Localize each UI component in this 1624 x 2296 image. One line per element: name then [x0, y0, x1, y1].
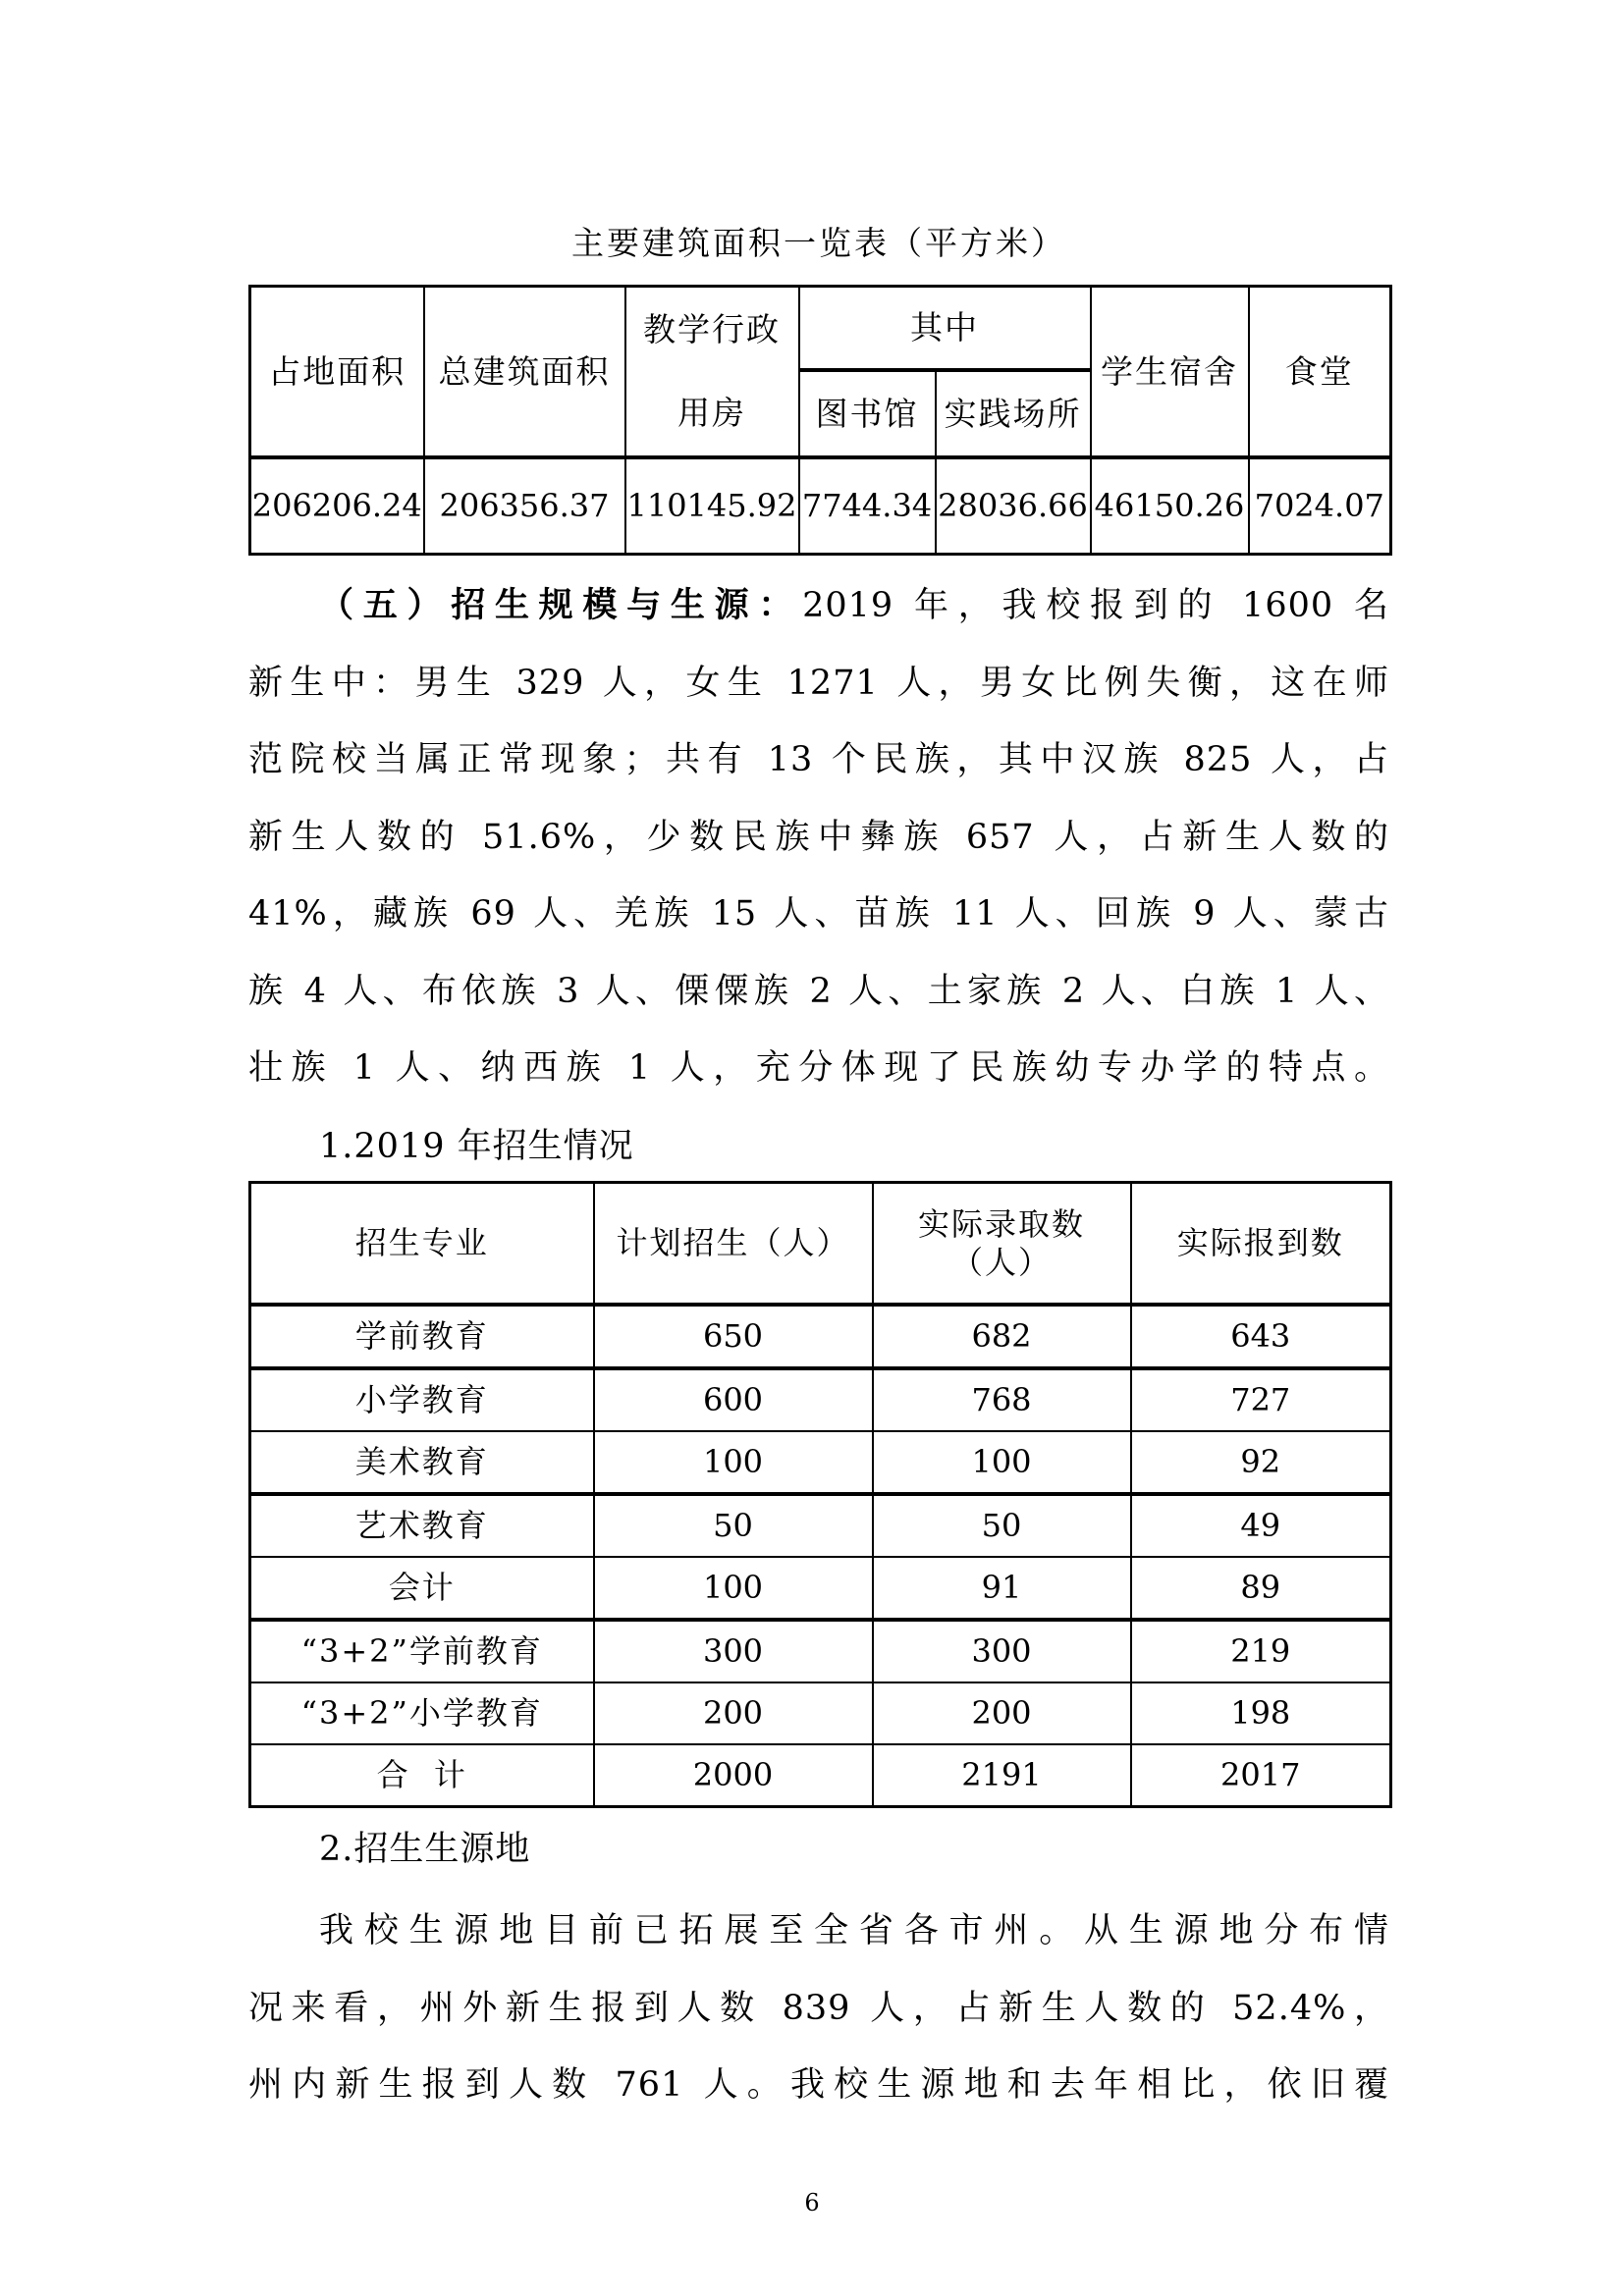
header-of-which: 其中	[799, 287, 1091, 371]
header-dormitory: 学生宿舍	[1091, 287, 1249, 458]
para-line: 我校生源地目前已拓展至全省各市州。从生源地分布情	[319, 1911, 1389, 1950]
header-planned: 计划招生（人）	[594, 1183, 873, 1306]
value-teaching-admin: 110145.92	[625, 457, 799, 555]
cell-admitted: 50	[873, 1494, 1131, 1557]
cell-planned: 300	[594, 1620, 873, 1682]
cell-admitted: 300	[873, 1620, 1131, 1682]
section5-heading: （五）招生规模与生源：	[319, 585, 803, 625]
para-line: 范院校当属正常现象；共有 13 个民族，其中汉族 825 人，占	[248, 740, 1389, 779]
table1-title: 主要建筑面积一览表（平方米）	[571, 224, 1066, 262]
cell-admitted: 100	[873, 1431, 1131, 1494]
table-row	[250, 457, 1391, 555]
page-number: 6	[804, 2189, 820, 2216]
cell-reported: 219	[1131, 1620, 1391, 1682]
header-practice-venue: 实践场所	[936, 370, 1091, 457]
value-total-building-area: 206356.37	[424, 457, 625, 555]
cell-major: 艺术教育	[250, 1494, 594, 1557]
cell-planned: 50	[594, 1494, 873, 1557]
para-line: 况来看，州外新生报到人数 839 人，占新生人数的 52.4%，	[248, 1988, 1389, 2028]
table-row	[250, 1431, 1391, 1494]
cell-admitted: 682	[873, 1305, 1131, 1368]
table-row-total	[250, 1744, 1391, 1807]
sub2-paragraph	[248, 1893, 1389, 2124]
cell-reported: 2017	[1131, 1744, 1391, 1807]
header-admitted-line2: （人）	[950, 1243, 1052, 1281]
cell-planned: 2000	[594, 1744, 873, 1807]
header-library: 图书馆	[799, 370, 936, 457]
value-practice-venue: 28036.66	[936, 457, 1091, 555]
para-line: 新生中：男生 329 人，女生 1271 人，男女比例失衡，这在师	[248, 663, 1389, 703]
header-total-building-area: 总建筑面积	[424, 287, 625, 458]
header-teaching-admin	[625, 287, 799, 458]
cell-admitted: 2191	[873, 1744, 1131, 1807]
cell-admitted: 768	[873, 1368, 1131, 1431]
table-row	[250, 1620, 1391, 1682]
cell-major: 美术教育	[250, 1431, 594, 1494]
header-admitted-line1: 实际录取数	[917, 1205, 1085, 1244]
cell-reported: 92	[1131, 1431, 1391, 1494]
cell-planned: 200	[594, 1682, 873, 1744]
header-reported: 实际报到数	[1131, 1183, 1391, 1306]
cell-major: 会计	[250, 1557, 594, 1620]
value-dormitory: 46150.26	[1091, 457, 1249, 555]
cell-reported: 643	[1131, 1305, 1391, 1368]
header-teaching-admin-line1: 教学行政	[643, 310, 781, 349]
cell-major: “3+2”小学教育	[250, 1682, 594, 1744]
value-land-area: 206206.24	[250, 457, 424, 555]
table-row	[250, 1305, 1391, 1368]
cell-planned: 100	[594, 1431, 873, 1494]
cell-reported: 727	[1131, 1368, 1391, 1431]
cell-planned: 100	[594, 1557, 873, 1620]
cell-reported: 198	[1131, 1682, 1391, 1744]
table-row	[250, 1368, 1391, 1431]
para-line: 州内新生报到人数 761 人。我校生源地和去年相比，依旧覆	[248, 2065, 1389, 2105]
enrollment-table	[248, 1181, 1392, 1808]
cell-reported: 49	[1131, 1494, 1391, 1557]
header-land-area: 占地面积	[250, 287, 424, 458]
para-line: 41%，藏族 69 人、羌族 15 人、苗族 11 人、回族 9 人、蒙古	[248, 894, 1389, 934]
sub2-heading: 2.招生生源地	[319, 1830, 531, 1869]
building-area-table	[248, 285, 1392, 556]
cell-major: 小学教育	[250, 1368, 594, 1431]
header-admitted	[873, 1183, 1131, 1306]
cell-major: 合 计	[250, 1744, 594, 1807]
cell-planned: 600	[594, 1368, 873, 1431]
header-canteen: 食堂	[1249, 287, 1391, 458]
cell-reported: 89	[1131, 1557, 1391, 1620]
para-line: 2019 年，我校报到的 1600 名	[802, 586, 1389, 625]
cell-admitted: 200	[873, 1682, 1131, 1744]
header-major: 招生专业	[250, 1183, 594, 1306]
cell-major: “3+2”学前教育	[250, 1620, 594, 1682]
para-line: 新生人数的 51.6%，少数民族中彝族 657 人，占新生人数的	[248, 817, 1389, 857]
cell-planned: 650	[594, 1305, 873, 1368]
table-row	[250, 1682, 1391, 1744]
value-library: 7744.34	[799, 457, 936, 555]
cell-admitted: 91	[873, 1557, 1131, 1620]
cell-major: 学前教育	[250, 1305, 594, 1368]
table-row	[250, 1557, 1391, 1620]
section5-paragraph	[248, 567, 1389, 1107]
para-line: 族 4 人、布依族 3 人、傈僳族 2 人、土家族 2 人、白族 1 人、	[248, 971, 1389, 1011]
sub1-heading: 1.2019 年招生情况	[319, 1127, 634, 1166]
table-row	[250, 1494, 1391, 1557]
para-line: 壮族 1 人、纳西族 1 人，充分体现了民族幼专办学的特点。	[248, 1048, 1389, 1088]
header-teaching-admin-line2: 用房	[677, 393, 746, 432]
value-canteen: 7024.07	[1249, 457, 1391, 555]
